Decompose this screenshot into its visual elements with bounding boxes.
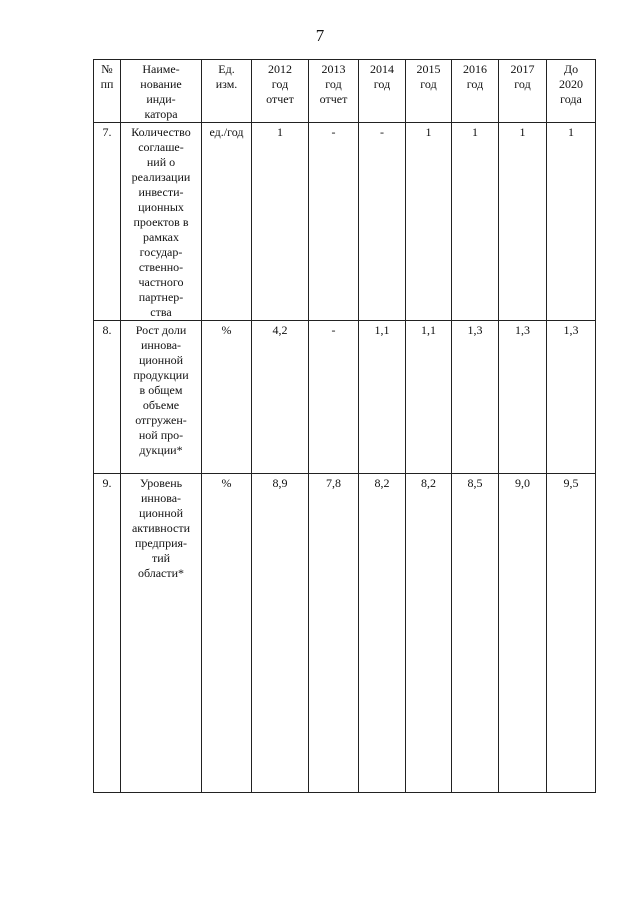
- header-unit: Ед. изм.: [202, 60, 252, 123]
- value-cell: 4,2: [252, 321, 309, 474]
- table-header-row: [94, 60, 596, 123]
- row-number: 8.: [94, 321, 121, 474]
- indicator-name: Уровень иннова- ционной активности предприя- тий области*: [121, 474, 202, 793]
- value-cell: 1,3: [499, 321, 547, 474]
- value-cell: 1,3: [547, 321, 596, 474]
- value-cell: 9,0: [499, 474, 547, 793]
- unit-cell: ед./год: [202, 123, 252, 321]
- value-cell: 1: [547, 123, 596, 321]
- header-name: Наиме- нование инди- катора: [121, 60, 202, 123]
- value-cell: -: [309, 321, 359, 474]
- value-cell: 1,1: [359, 321, 406, 474]
- value-cell: 8,2: [406, 474, 452, 793]
- row-number: 9.: [94, 474, 121, 793]
- value-cell: 1: [452, 123, 499, 321]
- table-row: [94, 123, 596, 321]
- header-year-2014: 2014 год: [359, 60, 406, 123]
- header-year-2013: 2013 год отчет: [309, 60, 359, 123]
- header-year-2016: 2016 год: [452, 60, 499, 123]
- value-cell: 1: [499, 123, 547, 321]
- value-cell: -: [359, 123, 406, 321]
- header-year-2017: 2017 год: [499, 60, 547, 123]
- header-year-2012: 2012 год отчет: [252, 60, 309, 123]
- table-row: [94, 474, 596, 793]
- indicator-name: Рост доли иннова- ционной продукции в общем объеме отгружен- ной про- дукции*: [121, 321, 202, 474]
- value-cell: 1: [252, 123, 309, 321]
- row-number: 7.: [94, 123, 121, 321]
- header-year-2015: 2015 год: [406, 60, 452, 123]
- value-cell: 1: [406, 123, 452, 321]
- value-cell: -: [309, 123, 359, 321]
- value-cell: 8,9: [252, 474, 309, 793]
- table-row: [94, 321, 596, 474]
- unit-cell: %: [202, 321, 252, 474]
- value-cell: 1,3: [452, 321, 499, 474]
- value-cell: 7,8: [309, 474, 359, 793]
- unit-cell: %: [202, 474, 252, 793]
- value-cell: 1,1: [406, 321, 452, 474]
- value-cell: 9,5: [547, 474, 596, 793]
- header-year-2020: До 2020 года: [547, 60, 596, 123]
- value-cell: 8,5: [452, 474, 499, 793]
- value-cell: 8,2: [359, 474, 406, 793]
- page-number: 7: [315, 26, 325, 45]
- indicators-table: [93, 59, 596, 793]
- indicator-name: Количество соглаше- ний о реализации инвести- ционных проектов в рамках государ- ственно- частного партнер- ства: [121, 123, 202, 321]
- header-num: № пп: [94, 60, 121, 123]
